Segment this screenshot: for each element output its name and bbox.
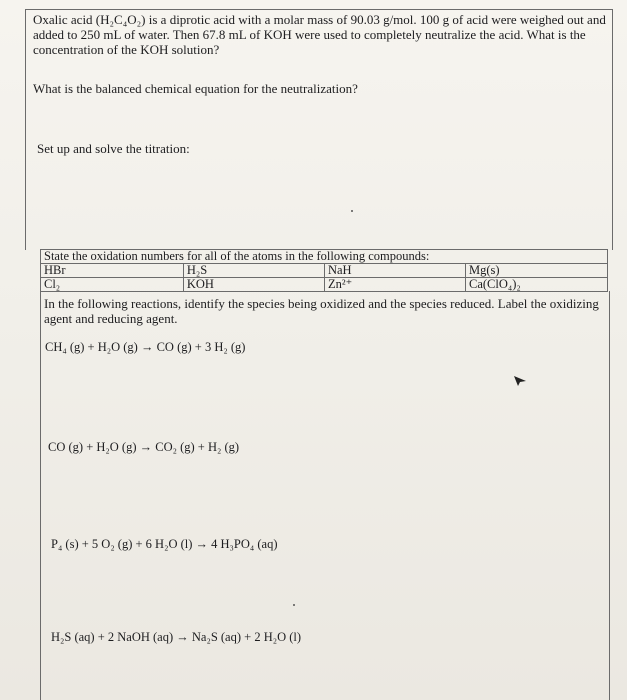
reaction-4: H₂S (aq) + 2 NaOH (aq) → Na₂S (aq) + 2 H₂O (l)	[51, 630, 302, 644]
question-part2: Set up and solve the titration:	[37, 141, 190, 156]
compound-cell: Ca(ClO₄)₂	[466, 278, 608, 292]
compound-cell: Cl₂	[41, 278, 184, 292]
compound-cell: Mg(s)	[466, 264, 608, 278]
question-part1: What is the balanced chemical equation for the neutralization?	[33, 81, 358, 96]
compound-cell: H₂S	[183, 264, 324, 278]
pen-mark	[351, 210, 353, 212]
compound-cell: KOH	[183, 278, 324, 292]
oxidation-table	[40, 249, 608, 292]
reaction-2: CO (g) + H₂O (g) → CO₂ (g) + H₂ (g)	[48, 440, 240, 454]
mouse-pointer-icon	[513, 375, 527, 387]
compound-cell: HBr	[41, 264, 184, 278]
oxidation-instruction: State the oxidation numbers for all of the atoms in the following compounds:	[41, 250, 608, 264]
redox-instruction: In the following reactions, identify the species being oxidized and the species reduced. Label the oxidizing agent and reducing agent.	[44, 296, 599, 326]
reaction-3: P₄ (s) + 5 O₂ (g) + 6 H₂O (l) → 4 H₃PO₄ (aq)	[51, 537, 278, 551]
compound-cell: Zn²⁺	[324, 278, 465, 292]
pen-mark	[293, 604, 295, 606]
reaction-1: CH₄ (g) + H₂O (g) → CO (g) + 3 H₂ (g)	[45, 340, 246, 354]
compound-cell: NaH	[324, 264, 465, 278]
question-intro: Oxalic acid (H₂C₄O₂) is a diprotic acid with a molar mass of 90.03 g/mol. 100 g of acid were weighed out and added to 250 mL of water. Then 67.8 mL of KOH were used to completely neutralize the acid. What is the concentration of the KOH solution?	[33, 12, 606, 57]
